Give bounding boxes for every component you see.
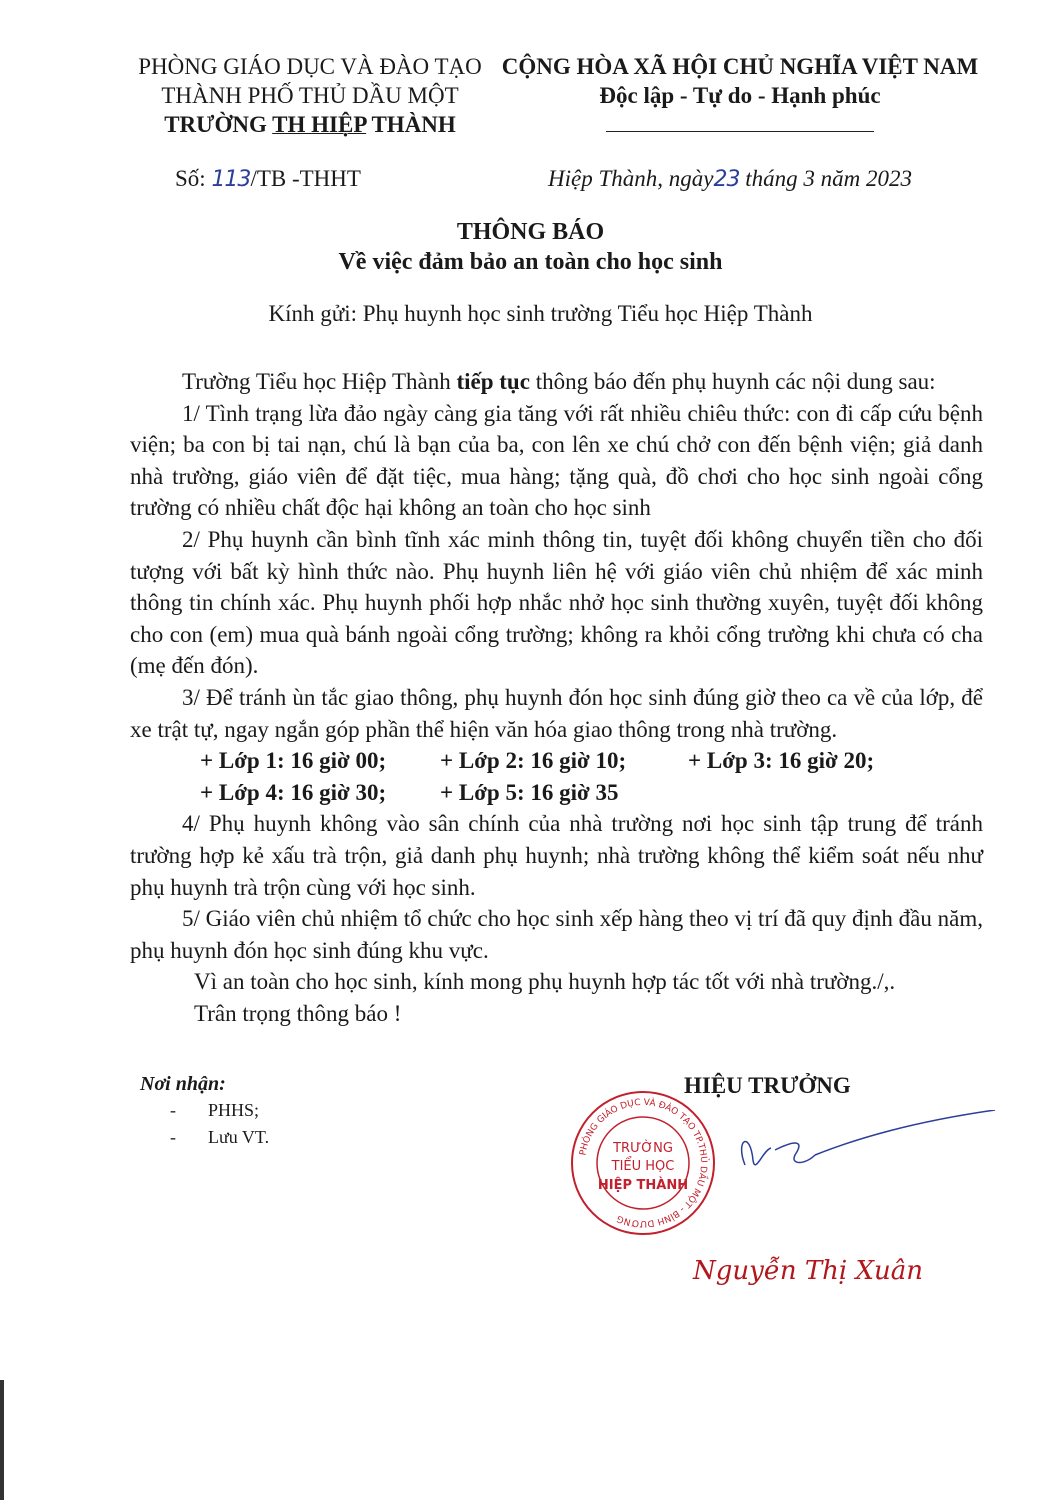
official-stamp <box>568 1088 718 1238</box>
school-name-part-c: THÀNH <box>366 112 456 137</box>
intro-paragraph <box>130 366 983 398</box>
national-title: CỘNG HÒA XÃ HỘI CHỦ NGHĨA VIỆT NAM <box>501 54 979 79</box>
intro-text-a: Trường Tiểu học Hiệp Thành <box>182 369 457 394</box>
stamp-line-3: HIỆP THÀNH <box>597 1178 689 1193</box>
document-title <box>0 217 1061 277</box>
paragraph-5: 5/ Giáo viên chủ nhiệm tổ chức cho học sinh xếp hàng theo vị trí đã quy định đầu năm, phụ huynh đón học sinh đúng khu vực. <box>130 906 983 963</box>
document-body <box>130 366 983 1029</box>
paragraph-4: 4/ Phụ huynh không vào sân chính của nhà trường nơi học sinh tập trung để tránh trường hợp kẻ xấu trà trộn, giả danh phụ huynh; nhà trường không thể kiểm soát nếu như phụ huynh trà trộn cùng với học sinh. <box>130 811 983 900</box>
agency-line-2: THÀNH PHỐ THỦ DẦU MỘT <box>161 83 459 108</box>
date-prefix: Hiệp Thành, ngày <box>548 166 714 191</box>
recipient-item: - PHHS; <box>170 1100 260 1120</box>
recipient-item-text: Lưu VT. <box>208 1127 270 1147</box>
closing-line-1: Vì an toàn cho học sinh, kính mong phụ huynh hợp tác tốt với nhà trường./,. <box>194 969 896 995</box>
schedule-item: + Lớp 4: 16 giờ 30; <box>200 779 387 805</box>
paragraph-1: 1/ Tình trạng lừa đảo ngày càng gia tăng với rất nhiều chiêu thức: con đi cấp cứu bệnh viện; ba con bị tai nạn, chú là bạn của ba, con lên xe chú chở con đến bệnh viện; giả danh nhà trường, giáo viên để đặt tiệc, mua hàng; tặng quà, đồ chơi cho học sinh ngoài cổng trường có nhiều chất độc hại không an toàn cho học sinh <box>130 400 983 521</box>
doc-number-prefix: Số: <box>175 166 212 191</box>
agency-line-1: PHÒNG GIÁO DỤC VÀ ĐÀO TẠO <box>138 54 482 79</box>
school-name-part-b: TH HIỆP <box>272 112 367 137</box>
issuing-agency-header <box>110 52 510 139</box>
date-suffix: tháng 3 năm 2023 <box>739 166 912 191</box>
schedule-item: + Lớp 2: 16 giờ 10; <box>440 748 627 774</box>
national-header <box>470 52 1010 139</box>
paragraph-3: 3/ Để tránh ùn tắc giao thông, phụ huynh đón học sinh đúng giờ theo ca về của lớp, để xe trật tự, ngay ngắn góp phần thể hiện văn hóa giao thông trong nhà trường. <box>130 684 983 742</box>
title-main: THÔNG BÁO <box>456 219 605 245</box>
recipient-line: Kính gửi: Phụ huynh học sinh trường Tiểu học Hiệp Thành <box>268 301 813 326</box>
date-handwritten-day: 23 <box>713 167 740 192</box>
stamp-line-1: TRƯỜNG <box>613 1141 673 1156</box>
recipient-item-text: PHHS; <box>208 1100 260 1120</box>
schedule-row <box>130 745 983 777</box>
stamp-ring-text: PHÒNG GIÁO DỤC VÀ ĐÀO TẠO TP.THỦ DẦU MỘT - BÌNH DƯƠNG <box>578 1097 709 1229</box>
signer-name: Nguyễn Thị Xuân <box>693 1256 924 1286</box>
doc-number-suffix: /TB -THHT <box>250 166 361 191</box>
doc-number-handwritten: 113 <box>211 167 251 192</box>
recipient-item: - Lưu VT. <box>170 1127 270 1147</box>
signer-title: HIỆU TRƯỞNG <box>684 1073 851 1098</box>
document-number <box>175 166 361 192</box>
schedule-item: + Lớp 3: 16 giờ 20; <box>688 748 875 774</box>
stamp-line-2: TIỂU HỌC <box>611 1159 675 1174</box>
school-name-part-a: TRƯỜNG <box>164 112 273 137</box>
paragraph-2: 2/ Phụ huynh cần bình tĩnh xác minh thông tin, tuyệt đối không chuyển tiền cho đối tượng với bất kỳ hình thức nào. Phụ huynh liên hệ với giáo viên chủ nhiệm để xác minh thông tin chính xác. Phụ huynh phối hợp nhắc nhở học sinh thường xuyên, tuyệt đối không cho con (em) mua quà bánh ngoài cổng trường; không ra khỏi cổng trường khi chưa có cha (mẹ đến đón). <box>130 526 983 679</box>
schedule-item: + Lớp 5: 16 giờ 35 <box>440 779 619 805</box>
intro-text-b: thông báo đến phụ huynh các nội dung sau: <box>529 369 936 394</box>
pickup-schedule <box>130 745 983 808</box>
national-motto: Độc lập - Tự do - Hạnh phúc <box>599 83 881 108</box>
motto-underline <box>606 131 874 132</box>
signature-scribble <box>705 1110 1005 1190</box>
intro-bold: tiếp tục <box>456 369 530 394</box>
scan-edge-shadow <box>0 1380 4 1500</box>
recipients-label: Nơi nhận: <box>140 1073 226 1095</box>
schedule-row <box>130 777 983 809</box>
closing-line-2: Trân trọng thông báo ! <box>194 1000 402 1026</box>
title-subtitle: Về việc đảm bảo an toàn cho học sinh <box>338 249 723 275</box>
schedule-item: + Lớp 1: 16 giờ 00; <box>200 748 387 774</box>
school-name <box>110 110 510 139</box>
document-date <box>548 166 912 192</box>
